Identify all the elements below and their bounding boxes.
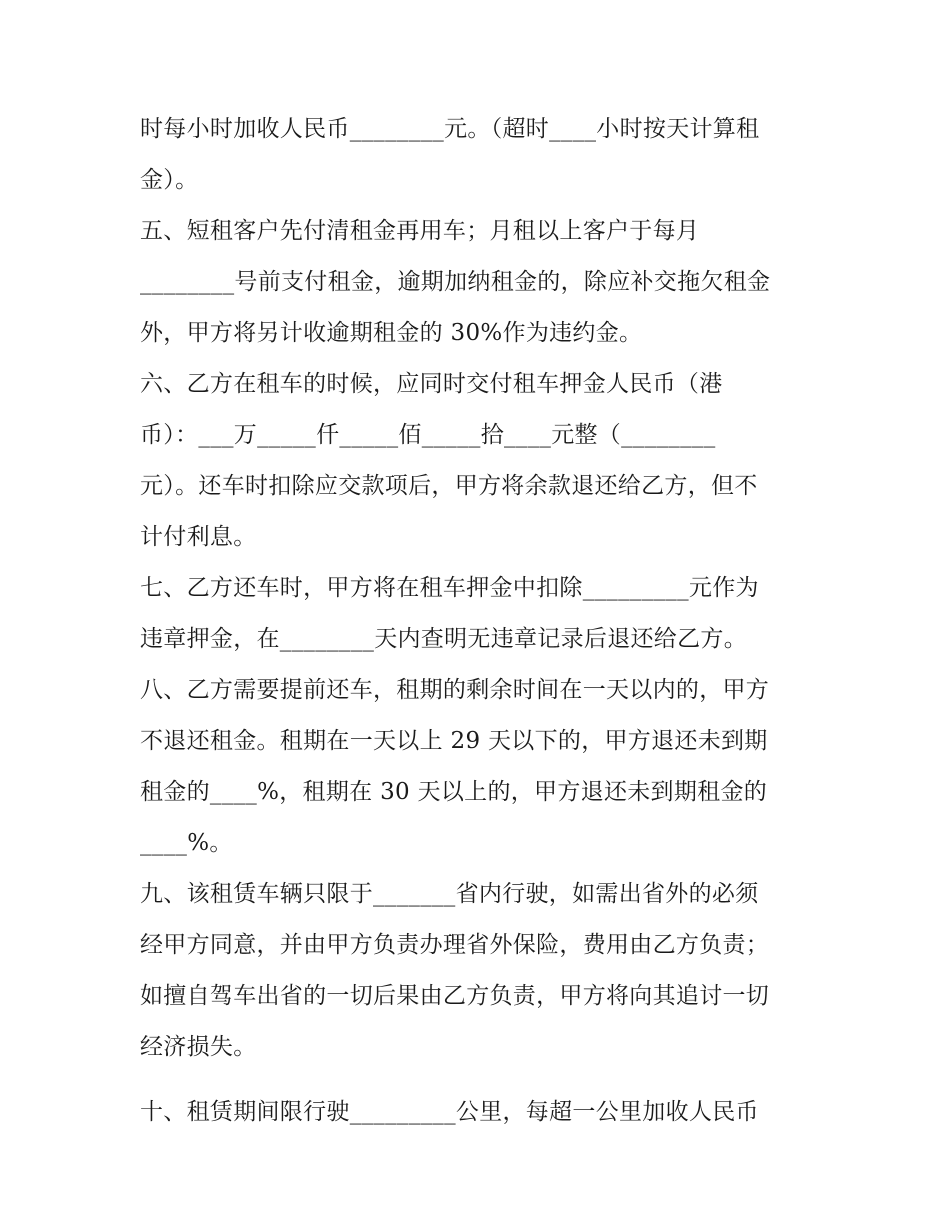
- clause-9-line: 九、该租赁车辆只限于_______省内行驶，如需出省外的必须: [140, 881, 759, 907]
- clause-6-line: 六、乙方在租车的时候，应同时交付租车押金人民币（港: [140, 371, 723, 397]
- text-line: 时每小时加收人民币________元。（超时____小时按天计算租: [140, 116, 760, 142]
- text-line: 租金的____%，租期在 30 天以上的，甲方退还未到期租金的: [140, 779, 768, 805]
- text-line: 币）：___万_____仟_____佰_____拾____元整（________: [140, 422, 716, 448]
- text-line: ________号前支付租金，逾期加纳租金的，除应补交拖欠租金: [140, 269, 771, 295]
- clause-5-line: 五、短租客户先付清租金再用车；月租以上客户于每月: [140, 218, 700, 244]
- text-line: 外，甲方将另计收逾期租金的 30%作为违约金。: [140, 320, 643, 346]
- text-line: 经甲方同意，并由甲方负责办理省外保险，费用由乙方负责；: [140, 932, 770, 958]
- text-line: 计付利息。: [140, 524, 257, 550]
- text-line: ____%。: [140, 830, 233, 856]
- text-line: 如擅自驾车出省的一切后果由乙方负责，甲方将向其追讨一切: [140, 983, 770, 1009]
- clause-10-line: 十、租赁期间限行驶_________公里，每超一公里加收人民币: [140, 1099, 759, 1125]
- paragraph-gap: [140, 1073, 820, 1087]
- text-line: 金）。: [140, 167, 199, 193]
- text-line: 违章押金，在________天内查明无违章记录后退还给乙方。: [140, 626, 747, 652]
- clause-8-line: 八、乙方需要提前还车，租期的剩余时间在一天以内的，甲方: [140, 677, 770, 703]
- text-line: 经济损失。: [140, 1034, 257, 1060]
- text-line: 不退还租金。租期在一天以上 29 天以下的，甲方退还未到期: [140, 728, 768, 754]
- clause-7-line: 七、乙方还车时，甲方将在租车押金中扣除_________元作为: [140, 575, 759, 601]
- text-line: 元）。还车时扣除应交款项后，甲方将余款退还给乙方，但不: [140, 473, 758, 499]
- document-body: [140, 104, 820, 1138]
